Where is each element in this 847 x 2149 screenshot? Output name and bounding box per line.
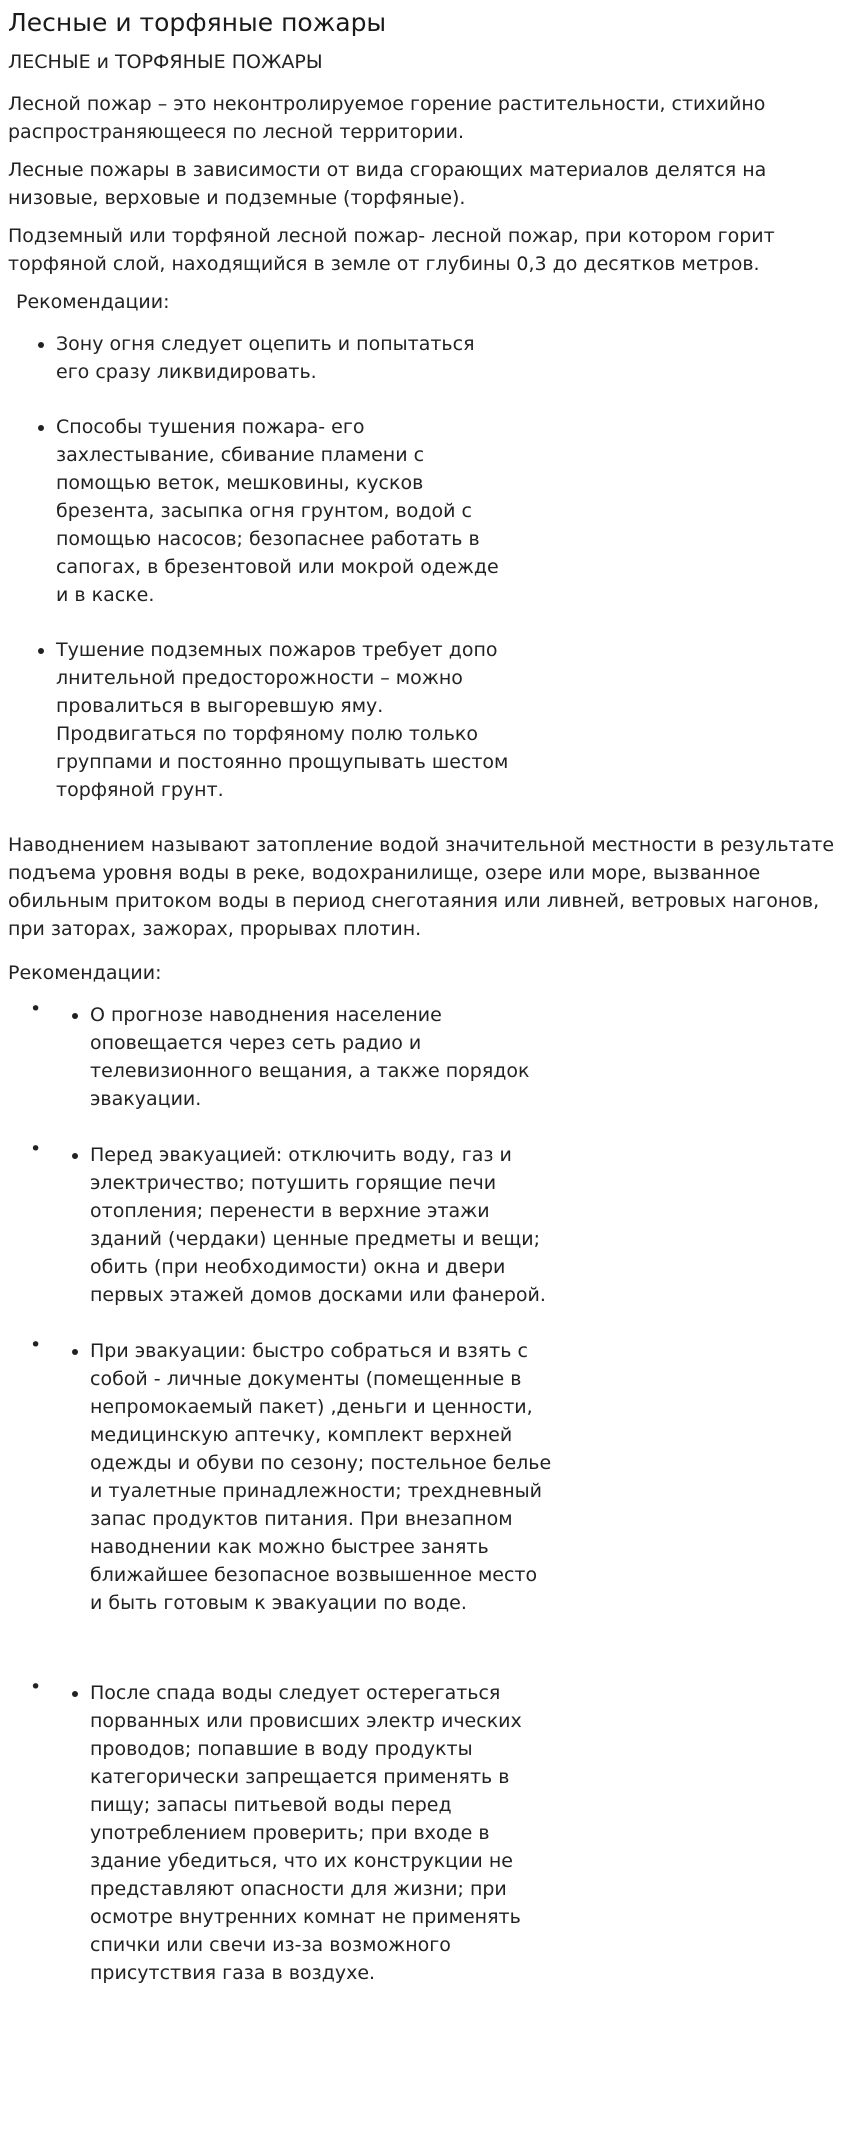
paragraph-peat-fire: Подземный или торфяной лесной пожар- лесной пожар, при котором горит торфяной слой, находящийся в земле от глубины 0,3 до десятков метров. (8, 225, 775, 275)
outer-list-item (30, 1141, 839, 1309)
paragraph-types: Лесные пожары в зависимости от вида сгорающих материалов делятся на низовые, верховые и подземные (торфяные). (8, 159, 767, 209)
list-item: • • О прогнозе наводнения население оповещается через сеть радио и телевизионного вещания, а также порядок эвакуации. (90, 1001, 555, 1113)
list-item: • • Перед эвакуацией: отключить воду, газ и электричество; потушить горящие печи отопления; перенести в верхние этажи зданий (чердаки) ценные предметы и вещи; обить (при необходимости) окна и двери первых этажей домов досками или фанерой. (90, 1141, 555, 1309)
fire-recommendations-label: Рекомендации: (16, 291, 170, 313)
section-heading-fires: ЛЕСНЫЕ и ТОРФЯНЫЕ ПОЖАРЫ (8, 51, 323, 73)
outer-list-item (30, 1001, 839, 1113)
list-item: • Способы тушения пожара- его захлестывание, сбивание пламени с помощью веток, мешковины, кусков брезента, засыпка огня грунтом, водой с помощью насосов; безопаснее работать в сапогах, в брезентовой или мокрой одежде и в каске. (56, 413, 511, 609)
list-item: • Зону огня следует оцепить и попытаться его сразу ликвидировать. (56, 330, 511, 386)
outer-list-item (30, 1679, 839, 1987)
list-item: • • После спада воды следует остерегаться порванных или провисших электр ических проводов; попавшие в воду продукты категорически запрещается применять в пищу; запасы питьевой воды перед употреблением проверить; при входе в здание убедиться, что их конструкции не представляют опасности для жизни; при осмотре внутренних комнат не применять спички или свечи из-за возможного присутствия газа в воздухе. (90, 1679, 555, 1987)
flood-recommendations-label: Рекомендации: (8, 962, 162, 984)
paragraph-flood-definition: Наводнением называют затопление водой значительной местности в результате подъема уровня воды в реке, водохранилище, озере или море, вызванное обильным притоком воды в период снеготаяния или ливней, ветровых нагонов, при заторах, зажорах, прорывах плотин. (8, 834, 835, 940)
outer-list-item (30, 1337, 839, 1617)
page-title: Лесные и торфяные пожары (8, 8, 387, 37)
list-item: • Тушение подземных пожаров требует допо лнительной предосторожности – можно провалиться в выгоревшую яму. Продвигаться по торфяному полю только группами и постоянно прощупывать шестом торфяной грунт. (56, 636, 511, 804)
list-item: • • При эвакуации: быстро собраться и взять с собой - личные документы (помещенные в непромокаемый пакет) ,деньги и ценности, медицинскую аптечку, комплект верхней одежды и обуви по сезону; постельное белье и туалетные принадлежности; трехдневный запас продуктов питания. При внезапном наводнении как можно быстрее занять ближайшее безопасное возвышенное место и быть готовым к эвакуации по воде. (90, 1337, 555, 1617)
fire-recommendations-list (8, 330, 839, 804)
paragraph-definition: Лесной пожар – это неконтролируемое горение растительности, стихийно распространяющееся по лесной территории. (8, 93, 766, 143)
flood-recommendations-list (8, 1001, 839, 1987)
